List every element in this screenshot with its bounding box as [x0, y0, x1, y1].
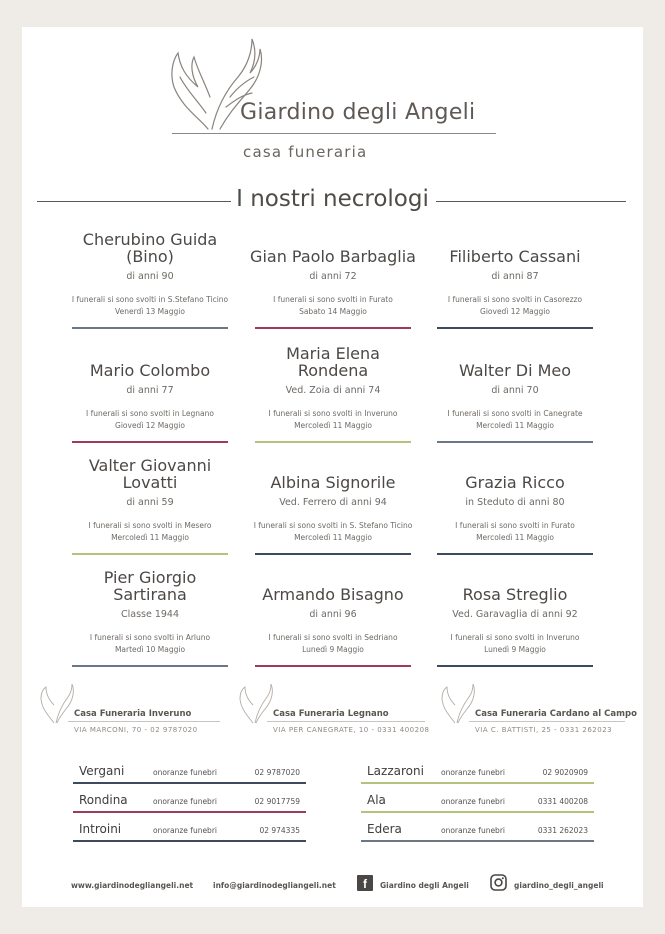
partner-name: Rondina — [79, 793, 128, 807]
branch-name: Casa Funeraria Legnano — [273, 709, 389, 719]
facebook-icon[interactable]: f — [357, 875, 373, 891]
partner-phone: 0331 262023 — [537, 826, 588, 835]
obituary-divider — [72, 665, 228, 667]
section-title-rule-right — [436, 201, 626, 202]
obituary-name: Pier Giorgio Sartirana — [103, 568, 197, 604]
obituary-card — [243, 455, 423, 543]
partner-phone: 02 974335 — [259, 826, 300, 835]
partner-lazzaroni — [361, 760, 594, 784]
obituary-funeral-info: I funerali si sono svolti in Inveruno Mercoledì 11 Maggio — [268, 409, 398, 430]
obituary-age: in Steduto di anni 80 — [465, 497, 565, 508]
obituary-funeral-info: I funerali si sono svolti in S.Stefano Ticino Venerdì 13 Maggio — [71, 295, 229, 316]
partner-description: onoranze funebri — [153, 826, 217, 835]
obituary-card — [243, 229, 423, 317]
partner-ala — [361, 789, 594, 813]
partner-divider — [73, 811, 306, 813]
obituary-age: Ved. Ferrero di anni 94 — [279, 497, 387, 508]
instagram-link[interactable]: giardino_degli_angeli — [514, 881, 604, 890]
obituary-divider — [72, 441, 228, 443]
obituary-age: Classe 1944 — [120, 609, 180, 620]
obituary-name: Gian Paolo Barbaglia — [250, 247, 416, 266]
partner-description: onoranze funebri — [441, 797, 505, 806]
instagram-icon[interactable] — [490, 874, 507, 891]
obituary-divider — [437, 665, 593, 667]
obituary-name: Walter Di Meo — [458, 361, 572, 380]
branch-inveruno — [38, 683, 228, 739]
obituary-divider — [72, 553, 228, 555]
partner-phone: 02 9017759 — [254, 797, 300, 806]
obituary-age: di anni 70 — [491, 385, 539, 396]
partner-name: Edera — [367, 822, 402, 836]
partner-name: Ala — [367, 793, 386, 807]
obituary-divider — [255, 327, 411, 329]
facebook-link[interactable]: Giardino degli Angeli — [380, 881, 469, 890]
obituary-funeral-info: I funerali si sono svolti in Furato Sabato 14 Maggio — [273, 295, 393, 316]
partner-phone: 02 9787020 — [254, 768, 300, 777]
partner-divider — [361, 840, 594, 842]
obituary-card — [60, 455, 240, 543]
obituary-card — [243, 343, 423, 431]
obituary-age: di anni 90 — [126, 271, 174, 282]
email-link[interactable]: info@giardinodegliangeli.net — [213, 881, 336, 890]
obituary-funeral-info: I funerali si sono svolti in Mesero Mercoledì 11 Maggio — [88, 521, 212, 542]
branch-address: VIA PER CANEGRATE, 10 - 0331 400208 — [273, 726, 430, 734]
obituary-funeral-info: I funerali si sono svolti in Arluno Martedì 10 Maggio — [89, 633, 211, 654]
obituary-age: di anni 96 — [309, 609, 357, 620]
obituary-card — [425, 343, 605, 431]
obituary-name: Valter Giovanni Lovatti — [88, 456, 212, 492]
obituary-divider — [437, 441, 593, 443]
obituary-funeral-info: I funerali si sono svolti in Furato Mercoledì 11 Maggio — [455, 521, 575, 542]
partner-rondina — [73, 789, 306, 813]
partner-phone: 0331 400208 — [537, 797, 588, 806]
branch-legnano — [237, 683, 437, 739]
obituary-name: Filiberto Cassani — [449, 247, 581, 266]
partner-name: Introini — [79, 822, 122, 836]
obituary-age: di anni 77 — [126, 385, 174, 396]
obituary-funeral-info: I funerali si sono svolti in Legnano Giovedì 12 Maggio — [86, 409, 214, 430]
partner-divider — [73, 782, 306, 784]
obituary-age: Ved. Zoia di anni 74 — [285, 385, 381, 396]
obituary-age: di anni 87 — [491, 271, 539, 282]
obituary-name: Rosa Streglio — [462, 585, 568, 604]
branch-name: Casa Funeraria Cardano al Campo — [475, 709, 637, 719]
brand-name: Giardino degli Angeli — [240, 100, 476, 125]
branch-name: Casa Funeraria Inveruno — [74, 709, 192, 719]
obituary-funeral-info: I funerali si sono svolti in Inveruno Lunedì 9 Maggio — [450, 633, 580, 654]
branch-divider — [267, 721, 425, 722]
partner-phone: 02 9020909 — [542, 768, 588, 777]
obituary-name: Mario Colombo — [89, 361, 211, 380]
obituary-funeral-info: I funerali si sono svolti in Sedriano Lunedì 9 Maggio — [268, 633, 398, 654]
brand-divider — [172, 133, 496, 134]
website-link[interactable]: www.giardinodegliangeli.net — [71, 881, 194, 890]
branch-address: VIA MARCONI, 70 - 02 9787020 — [74, 726, 198, 734]
obituary-divider — [437, 553, 593, 555]
obituary-name: Grazia Ricco — [465, 473, 565, 492]
partner-description: onoranze funebri — [441, 826, 505, 835]
obituary-age: di anni 59 — [126, 497, 174, 508]
obituary-name: Armando Bisagno — [262, 585, 404, 604]
obituary-divider — [255, 665, 411, 667]
partner-divider — [361, 811, 594, 813]
obituary-name: Maria Elena Rondena — [286, 344, 380, 380]
partner-vergani — [73, 760, 306, 784]
obituary-card — [243, 567, 423, 655]
section-title: I nostri necrologi — [236, 186, 429, 212]
obituary-funeral-info: I funerali si sono svolti in Canegrate Mercoledì 11 Maggio — [447, 409, 583, 430]
branch-divider — [469, 721, 625, 722]
partner-edera — [361, 818, 594, 842]
obituary-divider — [437, 327, 593, 329]
obituary-card — [60, 343, 240, 431]
obituary-age: Ved. Garavaglia di anni 92 — [452, 609, 578, 620]
obituary-card — [425, 567, 605, 655]
partner-divider — [361, 782, 594, 784]
branch-cardano-al-campo — [439, 683, 639, 739]
brand-subtitle: casa funeraria — [243, 143, 368, 161]
branch-address: VIA C. BATTISTI, 25 - 0331 262023 — [475, 726, 613, 734]
obituary-name: Cherubino Guida (Bino) — [82, 230, 218, 266]
partner-description: onoranze funebri — [153, 768, 217, 777]
obituary-card — [425, 455, 605, 543]
partner-description: onoranze funebri — [153, 797, 217, 806]
obituary-name: Albina Signorile — [270, 473, 396, 492]
obituary-divider — [255, 553, 411, 555]
partner-name: Lazzaroni — [367, 764, 424, 778]
obituary-divider — [72, 327, 228, 329]
obituary-age: di anni 72 — [309, 271, 357, 282]
obituary-divider — [255, 441, 411, 443]
partner-description: onoranze funebri — [441, 768, 505, 777]
branch-divider — [68, 721, 220, 722]
obituary-card — [425, 229, 605, 317]
obituary-funeral-info: I funerali si sono svolti in Casorezzo Giovedì 12 Maggio — [447, 295, 583, 316]
obituary-card — [60, 229, 240, 317]
obituary-funeral-info: I funerali si sono svolti in S. Stefano Ticino Mercoledì 11 Maggio — [253, 521, 413, 542]
partner-name: Vergani — [79, 764, 125, 778]
partner-divider — [73, 840, 306, 842]
partner-introini — [73, 818, 306, 842]
obituary-card — [60, 567, 240, 655]
